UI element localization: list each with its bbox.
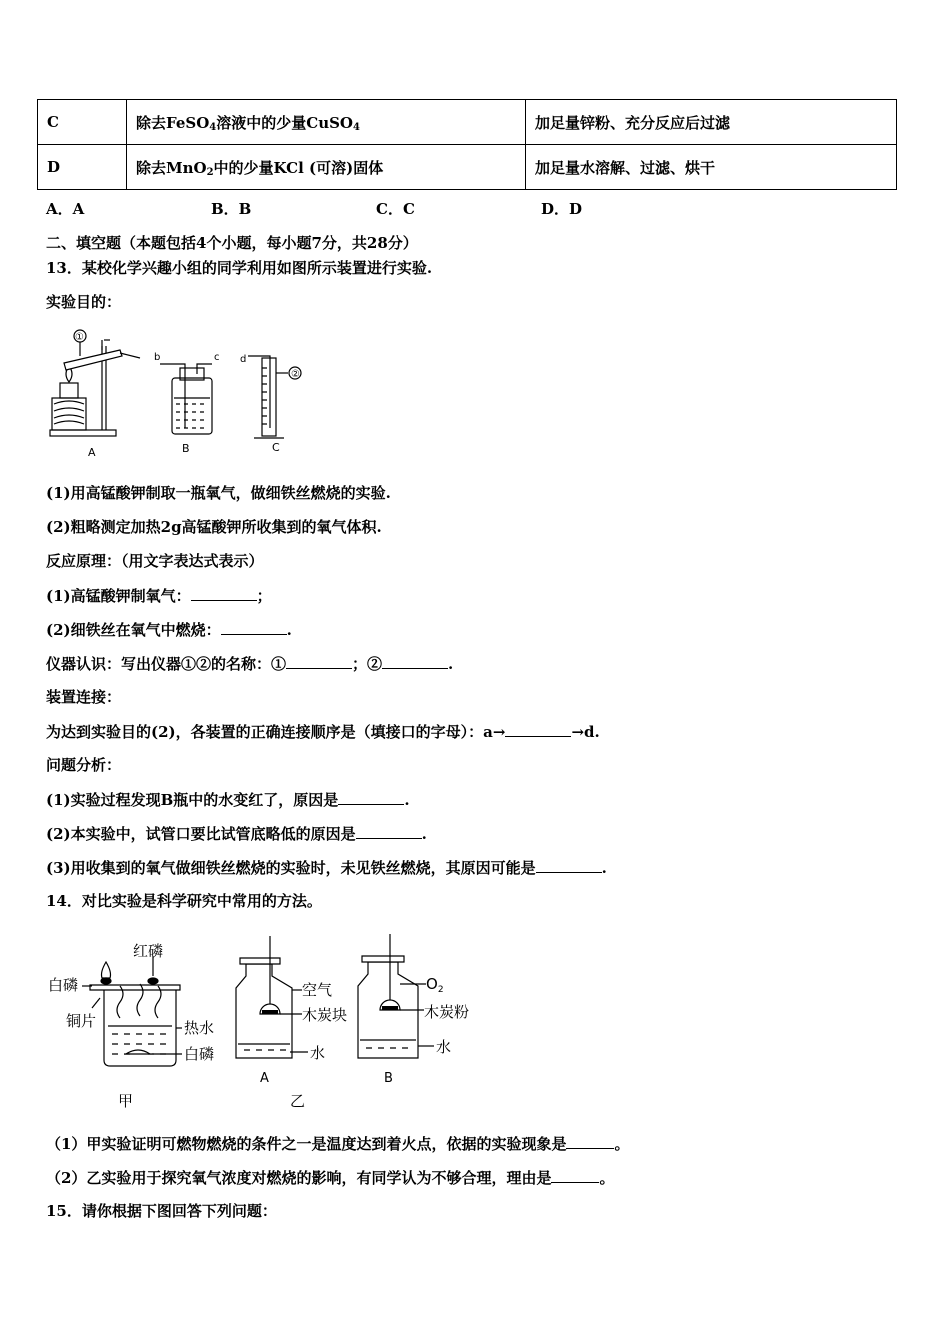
svg-text:热水: 热水 [184, 1019, 215, 1037]
goal-2: (2)粗略测定加热2g高锰酸钾所收集到的氧气体积. [46, 518, 382, 536]
table-row [38, 100, 897, 145]
svg-text:空气: 空气 [302, 981, 333, 999]
option-cell: C [38, 100, 127, 145]
options-table [37, 99, 897, 190]
svg-text:甲: 甲 [118, 1092, 134, 1110]
combustion-figure [40, 928, 490, 1113]
section-title: 二、填空题（本题包括4个小题，每小题7分，共28分） [46, 234, 418, 252]
option-cell: D [38, 145, 127, 190]
answer-blank[interactable] [338, 789, 404, 805]
svg-text:水: 水 [310, 1044, 326, 1062]
choice-a: A．A [46, 200, 85, 218]
purpose-cell: 除去MnO$_2$中的少量KCl (可溶)固体 [127, 145, 526, 190]
analysis-title: 问题分析： [46, 756, 122, 774]
q14-sub-2: （2）乙实验用于探究氧气浓度对燃烧的影响，有同学认为不够合理，理由是 。 [46, 1169, 615, 1187]
answer-blank[interactable] [551, 1167, 599, 1183]
connect-question: 为达到实验目的(2)，各装置的正确连接顺序是（填接口的字母）：a→ →d. [46, 723, 600, 741]
q13-stem: 13．某校化学兴趣小组的同学利用如图所示装置进行实验. [46, 259, 433, 277]
principle-2: (2)细铁丝在氧气中燃烧： . [46, 621, 292, 639]
purpose-cell: 除去FeSO$_4$溶液中的少量CuSO$_4$ [127, 100, 526, 145]
table-row [38, 145, 897, 190]
svg-text:乙: 乙 [290, 1092, 306, 1110]
method-cell: 加足量锌粉、充分反应后过滤 [526, 100, 897, 145]
svg-text:C: C [272, 441, 280, 454]
connect-title: 装置连接： [46, 688, 122, 706]
choice-d: D．D [541, 200, 583, 218]
svg-text:A: A [88, 446, 96, 459]
choice-b: B．B [211, 200, 252, 218]
analysis-1: (1)实验过程发现B瓶中的水变红了，原因是 . [46, 791, 410, 809]
principle-label: 反应原理：（用文字表达式表示） [46, 552, 264, 570]
answer-blank[interactable] [382, 653, 448, 669]
analysis-3: (3)用收集到的氧气做细铁丝燃烧的实验时，未见铁丝燃烧，其原因可能是 . [46, 859, 607, 877]
svg-text:①: ① [75, 332, 84, 343]
principle-1: (1)高锰酸钾制氧气： ； [46, 587, 272, 605]
answer-blank[interactable] [505, 721, 571, 737]
svg-text:②: ② [291, 369, 300, 380]
svg-text:B: B [384, 1071, 393, 1086]
analysis-2: (2)本实验中，试管口要比试管底略低的原因是 . [46, 825, 427, 843]
svg-text:水: 水 [436, 1038, 452, 1056]
svg-text:O2: $O_2$ [426, 975, 444, 995]
instrument-question: 仪器认识：写出仪器①②的名称：① ；② . [46, 655, 454, 673]
answer-blank[interactable] [221, 619, 287, 635]
svg-text:木炭块: 木炭块 [302, 1006, 348, 1024]
apparatus-figure [40, 318, 320, 463]
q14-sub-1: （1）甲实验证明可燃物燃烧的条件之一是温度达到着火点，依据的实验现象是 。 [46, 1135, 630, 1153]
svg-text:白磷: 白磷 [48, 976, 79, 994]
svg-text:d: d [240, 354, 247, 365]
method-cell: 加足量水溶解、过滤、烘干 [526, 145, 897, 190]
svg-text:b: b [154, 352, 161, 363]
choice-c: C．C [376, 200, 415, 218]
goal-1: (1)用高锰酸钾制取一瓶氧气，做细铁丝燃烧的实验. [46, 484, 391, 502]
answer-blank[interactable] [566, 1133, 614, 1149]
answer-blank[interactable] [191, 585, 257, 601]
svg-text:A: A [260, 1071, 269, 1086]
answer-blank[interactable] [286, 653, 352, 669]
svg-text:B: B [182, 442, 190, 455]
answer-blank[interactable] [356, 823, 422, 839]
svg-text:c: c [214, 352, 220, 363]
svg-text:铜片: 铜片 [66, 1012, 97, 1030]
answer-blank[interactable] [536, 857, 602, 873]
svg-text:红磷: 红磷 [133, 942, 164, 960]
q14-stem: 14．对比实验是科学研究中常用的方法。 [46, 892, 322, 910]
svg-text:白磷: 白磷 [184, 1045, 215, 1063]
q15-stem: 15．请你根据下图回答下列问题： [46, 1202, 277, 1220]
q13-purpose-label: 实验目的： [46, 293, 122, 311]
svg-text:木炭粉: 木炭粉 [424, 1003, 470, 1021]
